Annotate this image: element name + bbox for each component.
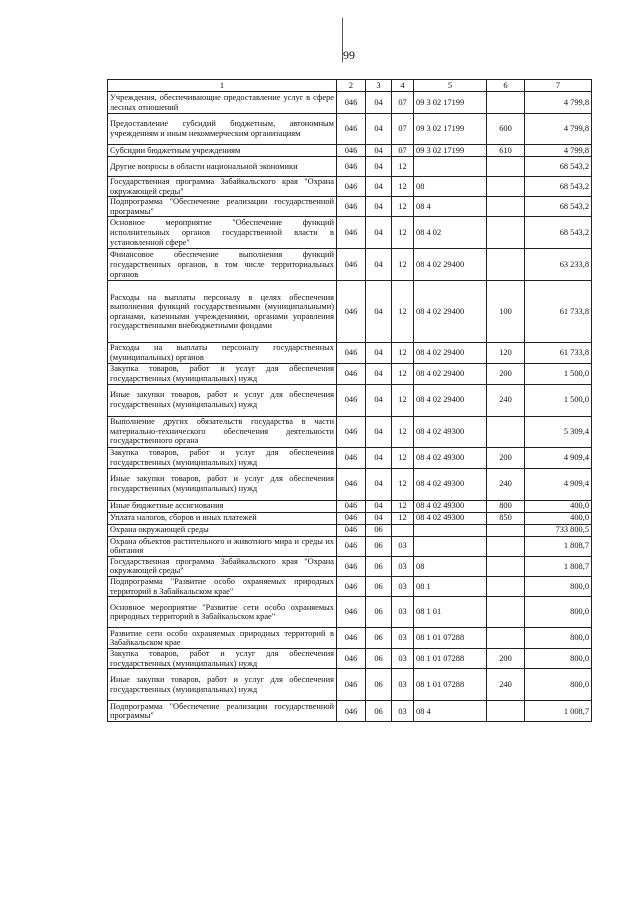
row-name: Выполнение других обязательств государства в части материально-технического обеспечения деятельности государственного органа — [108, 416, 337, 447]
row-target-article: 08 4 02 49300 — [414, 447, 487, 468]
row-subsection-code: 12 — [392, 363, 414, 384]
table-row — [108, 524, 592, 536]
row-expense-type: 120 — [487, 343, 525, 363]
row-target-article: 08 1 01 07288 — [414, 628, 487, 649]
row-department-code: 046 — [337, 524, 366, 536]
table-body — [108, 92, 592, 722]
row-department-code: 046 — [337, 281, 366, 343]
row-name: Закупка товаров, работ и услуг для обеспечения государственных (муниципальных) нужд — [108, 447, 337, 468]
row-department-code: 046 — [337, 556, 366, 576]
row-name: Иные закупки товаров, работ и услуг для обеспечения государственных (муниципальных) нужд — [108, 384, 337, 416]
row-name: Основное мероприятие "Развитие сети особо охраняемых природных территорий в Забайкальском крае" — [108, 597, 337, 628]
row-target-article: 08 4 — [414, 701, 487, 722]
row-subsection-code: 12 — [392, 512, 414, 524]
row-department-code: 046 — [337, 363, 366, 384]
row-expense-type — [487, 217, 525, 249]
row-expense-type: 610 — [487, 145, 525, 157]
row-target-article — [414, 536, 487, 556]
column-header: 6 — [487, 80, 525, 92]
row-department-code: 046 — [337, 468, 366, 500]
row-section-code: 04 — [366, 249, 392, 281]
table-row — [108, 217, 592, 249]
row-target-article: 08 1 01 07288 — [414, 649, 487, 669]
row-amount: 400,0 — [525, 500, 592, 512]
row-department-code: 046 — [337, 669, 366, 701]
row-section-code: 06 — [366, 701, 392, 722]
row-section-code: 04 — [366, 281, 392, 343]
row-target-article: 08 — [414, 177, 487, 197]
row-expense-type: 240 — [487, 468, 525, 500]
row-expense-type — [487, 524, 525, 536]
row-section-code: 04 — [366, 512, 392, 524]
row-expense-type — [487, 536, 525, 556]
row-expense-type — [487, 576, 525, 596]
table-row — [108, 145, 592, 157]
row-expense-type — [487, 92, 525, 114]
row-subsection-code: 07 — [392, 114, 414, 145]
row-subsection-code: 03 — [392, 649, 414, 669]
row-amount: 1 008,7 — [525, 701, 592, 722]
row-target-article: 08 4 02 — [414, 217, 487, 249]
column-header: 5 — [414, 80, 487, 92]
row-department-code: 046 — [337, 92, 366, 114]
row-name: Уплата налогов, сборов и иных платежей — [108, 512, 337, 524]
row-expense-type: 200 — [487, 447, 525, 468]
row-subsection-code: 12 — [392, 343, 414, 363]
row-expense-type: 850 — [487, 512, 525, 524]
row-department-code: 046 — [337, 197, 366, 217]
row-target-article: 08 4 02 29400 — [414, 343, 487, 363]
table-row — [108, 649, 592, 669]
row-expense-type: 100 — [487, 281, 525, 343]
table-row — [108, 384, 592, 416]
row-target-article: 08 4 — [414, 197, 487, 217]
row-amount: 400,0 — [525, 512, 592, 524]
row-expense-type: 800 — [487, 500, 525, 512]
row-amount: 1 500,0 — [525, 384, 592, 416]
row-expense-type: 600 — [487, 114, 525, 145]
row-amount: 4 799,8 — [525, 92, 592, 114]
table-row — [108, 249, 592, 281]
row-department-code: 046 — [337, 217, 366, 249]
row-department-code: 046 — [337, 512, 366, 524]
row-subsection-code: 07 — [392, 92, 414, 114]
row-expense-type — [487, 249, 525, 281]
row-department-code: 046 — [337, 536, 366, 556]
row-name: Подпрограмма "Обеспечение реализации государственной программы" — [108, 701, 337, 722]
row-subsection-code: 12 — [392, 447, 414, 468]
row-subsection-code: 03 — [392, 536, 414, 556]
row-department-code: 046 — [337, 145, 366, 157]
row-target-article: 08 1 01 — [414, 597, 487, 628]
row-name: Закупка товаров, работ и услуг для обеспечения государственных (муниципальных) нужд — [108, 363, 337, 384]
row-amount: 61 733,8 — [525, 343, 592, 363]
row-department-code: 046 — [337, 384, 366, 416]
row-amount: 5 309,4 — [525, 416, 592, 447]
row-section-code: 04 — [366, 416, 392, 447]
row-department-code: 046 — [337, 114, 366, 145]
row-amount: 800,0 — [525, 576, 592, 596]
row-name: Подпрограмма "Обеспечение реализации государственной программы" — [108, 197, 337, 217]
row-target-article: 08 1 — [414, 576, 487, 596]
row-subsection-code: 07 — [392, 145, 414, 157]
table-row — [108, 197, 592, 217]
table-row — [108, 114, 592, 145]
row-section-code: 06 — [366, 649, 392, 669]
row-name: Закупка товаров, работ и услуг для обеспечения государственных (муниципальных) нужд — [108, 649, 337, 669]
row-subsection-code: 03 — [392, 628, 414, 649]
row-target-article: 08 4 02 29400 — [414, 363, 487, 384]
row-amount: 4 799,8 — [525, 114, 592, 145]
row-target-article: 09 3 02 17199 — [414, 145, 487, 157]
row-target-article — [414, 524, 487, 536]
row-subsection-code: 12 — [392, 281, 414, 343]
row-name: Предоставление субсидий бюджетным, автономным учреждениям и иным некоммерческим организациям — [108, 114, 337, 145]
row-amount: 68 543,2 — [525, 177, 592, 197]
row-name: Охрана окружающей среды — [108, 524, 337, 536]
table-row — [108, 447, 592, 468]
budget-table — [107, 79, 592, 722]
row-department-code: 046 — [337, 701, 366, 722]
table-row — [108, 177, 592, 197]
row-name: Иные бюджетные ассигнования — [108, 500, 337, 512]
row-amount: 68 543,2 — [525, 217, 592, 249]
table-row — [108, 500, 592, 512]
table-row — [108, 512, 592, 524]
row-name: Финансовое обеспечение выполнения функций государственных органов, в том числе территориальных органов — [108, 249, 337, 281]
table-row — [108, 597, 592, 628]
row-amount: 1 500,0 — [525, 363, 592, 384]
row-amount: 800,0 — [525, 669, 592, 701]
row-department-code: 046 — [337, 576, 366, 596]
row-target-article: 08 4 02 29400 — [414, 281, 487, 343]
table-row — [108, 536, 592, 556]
row-name: Государственная программа Забайкальского края "Охрана окружающей среды" — [108, 177, 337, 197]
row-expense-type — [487, 597, 525, 628]
row-expense-type — [487, 177, 525, 197]
row-section-code: 04 — [366, 92, 392, 114]
row-target-article: 09 3 02 17199 — [414, 92, 487, 114]
row-department-code: 046 — [337, 416, 366, 447]
row-expense-type: 200 — [487, 649, 525, 669]
row-subsection-code: 12 — [392, 500, 414, 512]
row-name: Подпрограмма "Развитие особо охраняемых природных территорий в Забайкальском крае" — [108, 576, 337, 596]
row-name: Другие вопросы в области национальной экономики — [108, 157, 337, 177]
row-section-code: 06 — [366, 597, 392, 628]
row-section-code: 04 — [366, 197, 392, 217]
row-subsection-code: 12 — [392, 177, 414, 197]
row-subsection-code: 12 — [392, 416, 414, 447]
row-target-article: 08 4 02 49300 — [414, 512, 487, 524]
row-subsection-code: 12 — [392, 249, 414, 281]
table-row — [108, 669, 592, 701]
row-name: Иные закупки товаров, работ и услуг для обеспечения государственных (муниципальных) нужд — [108, 468, 337, 500]
row-section-code: 04 — [366, 468, 392, 500]
row-subsection-code: 03 — [392, 556, 414, 576]
row-section-code: 04 — [366, 145, 392, 157]
row-amount: 1 808,7 — [525, 536, 592, 556]
row-section-code: 04 — [366, 384, 392, 416]
row-subsection-code: 03 — [392, 576, 414, 596]
row-target-article: 08 4 02 49300 — [414, 500, 487, 512]
row-name: Основное мероприятие "Обеспечение функций исполнительных органов государственной власти в установленной сфере" — [108, 217, 337, 249]
table-header-row — [108, 80, 592, 92]
column-header: 7 — [525, 80, 592, 92]
row-subsection-code: 12 — [392, 384, 414, 416]
row-subsection-code: 03 — [392, 597, 414, 628]
row-name: Учреждения, обеспечивающие предоставление услуг в сфере лесных отношений — [108, 92, 337, 114]
column-header: 3 — [366, 80, 392, 92]
row-name: Развитие сети особо охраняемых природных территорий в Забайкальском крае — [108, 628, 337, 649]
table-row — [108, 628, 592, 649]
row-section-code: 04 — [366, 343, 392, 363]
table-row — [108, 576, 592, 596]
row-subsection-code: 03 — [392, 701, 414, 722]
row-name: Охрана объектов растительного и животного мира и среды их обитания — [108, 536, 337, 556]
row-expense-type — [487, 701, 525, 722]
row-section-code: 06 — [366, 536, 392, 556]
row-subsection-code: 12 — [392, 197, 414, 217]
row-target-article: 09 3 02 17199 — [414, 114, 487, 145]
row-subsection-code: 12 — [392, 157, 414, 177]
row-amount: 61 733,8 — [525, 281, 592, 343]
row-amount: 800,0 — [525, 628, 592, 649]
column-header: 4 — [392, 80, 414, 92]
row-target-article: 08 4 02 49300 — [414, 468, 487, 500]
table-row — [108, 556, 592, 576]
row-expense-type: 240 — [487, 384, 525, 416]
row-target-article: 08 4 02 29400 — [414, 249, 487, 281]
table-row — [108, 468, 592, 500]
row-amount: 63 233,8 — [525, 249, 592, 281]
row-name: Расходы на выплаты персоналу в целях обеспечения выполнения функций государственными (муниципальными) органами, казенными учреждениями, органами управления государственными внебюджетными фондами — [108, 281, 337, 343]
row-amount: 1 808,7 — [525, 556, 592, 576]
row-expense-type — [487, 197, 525, 217]
row-amount: 4 909,4 — [525, 447, 592, 468]
row-department-code: 046 — [337, 177, 366, 197]
table-row — [108, 363, 592, 384]
row-section-code: 04 — [366, 363, 392, 384]
row-subsection-code: 03 — [392, 669, 414, 701]
row-department-code: 046 — [337, 249, 366, 281]
row-target-article — [414, 157, 487, 177]
column-header: 1 — [108, 80, 337, 92]
table-row — [108, 416, 592, 447]
row-name: Иные закупки товаров, работ и услуг для обеспечения государственных (муниципальных) нужд — [108, 669, 337, 701]
row-department-code: 046 — [337, 500, 366, 512]
row-section-code: 06 — [366, 628, 392, 649]
row-section-code: 04 — [366, 157, 392, 177]
row-section-code: 04 — [366, 177, 392, 197]
table-row — [108, 157, 592, 177]
row-amount: 68 543,2 — [525, 157, 592, 177]
row-subsection-code: 12 — [392, 468, 414, 500]
row-section-code: 04 — [366, 500, 392, 512]
row-department-code: 046 — [337, 597, 366, 628]
row-section-code: 06 — [366, 669, 392, 701]
row-section-code: 06 — [366, 524, 392, 536]
row-expense-type: 200 — [487, 363, 525, 384]
row-name: Расходы на выплаты персоналу государственных (муниципальных) органов — [108, 343, 337, 363]
row-amount: 4 799,8 — [525, 145, 592, 157]
page-number: 99 — [343, 48, 355, 62]
row-subsection-code — [392, 524, 414, 536]
row-name: Субсидии бюджетным учреждениям — [108, 145, 337, 157]
row-amount: 733 800,5 — [525, 524, 592, 536]
row-amount: 68 543,2 — [525, 197, 592, 217]
row-target-article: 08 4 02 49300 — [414, 416, 487, 447]
table-row — [108, 281, 592, 343]
row-subsection-code: 12 — [392, 217, 414, 249]
row-department-code: 046 — [337, 447, 366, 468]
row-target-article: 08 4 02 29400 — [414, 384, 487, 416]
row-expense-type: 240 — [487, 669, 525, 701]
row-name: Государственная программа Забайкальского края "Охрана окружающей среды" — [108, 556, 337, 576]
row-target-article: 08 — [414, 556, 487, 576]
row-expense-type — [487, 628, 525, 649]
row-department-code: 046 — [337, 649, 366, 669]
row-expense-type — [487, 157, 525, 177]
row-amount: 800,0 — [525, 649, 592, 669]
row-amount: 4 909,4 — [525, 468, 592, 500]
row-department-code: 046 — [337, 157, 366, 177]
row-section-code: 04 — [366, 447, 392, 468]
table-row — [108, 343, 592, 363]
row-section-code: 04 — [366, 114, 392, 145]
row-amount: 800,0 — [525, 597, 592, 628]
row-expense-type — [487, 416, 525, 447]
column-header: 2 — [337, 80, 366, 92]
row-expense-type — [487, 556, 525, 576]
row-section-code: 06 — [366, 576, 392, 596]
row-target-article: 08 1 01 07288 — [414, 669, 487, 701]
row-department-code: 046 — [337, 628, 366, 649]
row-department-code: 046 — [337, 343, 366, 363]
row-section-code: 04 — [366, 217, 392, 249]
row-section-code: 06 — [366, 556, 392, 576]
table-row — [108, 701, 592, 722]
table-row — [108, 92, 592, 114]
